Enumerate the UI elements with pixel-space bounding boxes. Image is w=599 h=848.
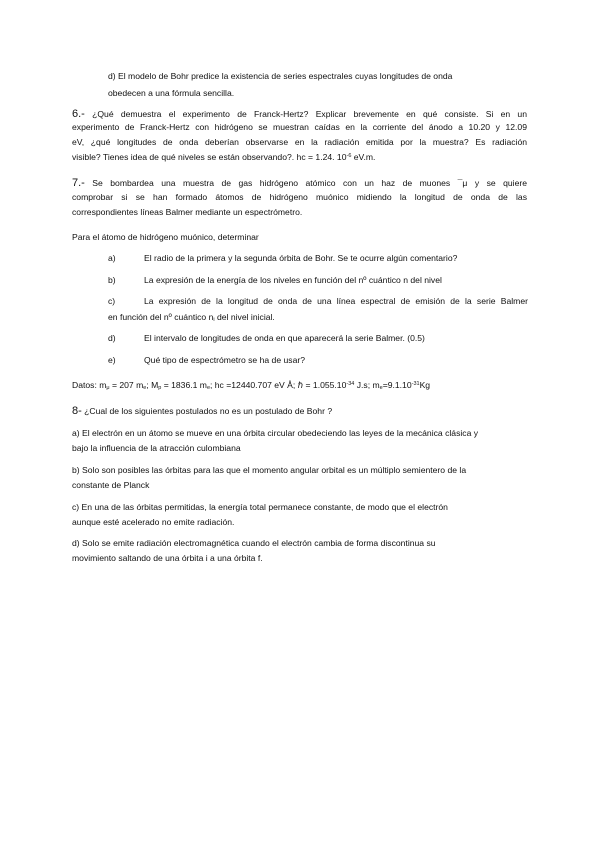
question-6-line-3: eV, ¿qué longitudes de onda deberían observarse en la radiación emitida por la muestra? Es radiación xyxy=(72,137,527,147)
question-6-line-2: experimento de Franck-Hertz con hidrógeno se muestran caídas en la corriente del ánodo a 10.20 y 12.09 xyxy=(72,122,527,132)
bohr-model-line-1: d) El modelo de Bohr predice la existencia de series espectrales cuyas longitudes de onda xyxy=(108,71,453,81)
question-8-title xyxy=(72,404,527,418)
list-item-letter: a) xyxy=(108,253,116,263)
question-6-line-1: ¿Qué demuestra el experimento de Franck-Hertz? Explicar brevemente en qué consiste. Si en un xyxy=(92,109,527,119)
question-8-number: 8- xyxy=(72,405,82,417)
list-item-letter: c) xyxy=(108,296,116,306)
question-7-intro: Para el átomo de hidrógeno muónico, determinar xyxy=(72,232,259,242)
list-item-text-line-2: en función del nº cuántico $n_i$ del nivel inicial. xyxy=(108,312,275,323)
list-item-text: La expresión de la energía de los niveles en función del nº cuántico n del nivel xyxy=(144,275,442,285)
list-item-text: Qué tipo de espectrómetro se ha de usar? xyxy=(144,355,305,365)
bohr-model-line-2: obedecen a una fórmula sencilla. xyxy=(108,88,235,98)
option-a: a) El electrón en un átomo se mueve en una órbita circular obedeciendo las leyes de la mecánica clásica y bajo la influencia de la atracción culombiana xyxy=(72,428,479,453)
list-item-text: El intervalo de longitudes de onda en que aparecerá la serie Balmer. (0.5) xyxy=(144,333,425,343)
list-item xyxy=(108,296,528,328)
option-d: d) Solo se emite radiación electromagnética cuando el electrón cambia de forma discontinua su movimiento saltando de una órbita i a una órbita f. xyxy=(72,538,436,563)
question-7-line-1: Se bombardea una muestra de gas hidrógeno atómico con un haz de muones ¯μ y se quiere xyxy=(92,178,527,188)
list-item-text: La expresión de la longitud de onda de una línea espectral de emisión de la serie Balmer xyxy=(144,296,528,306)
question-7-line-2: comprobar si se han formado átomos de hidrógeno muónico midiendo la longitud de onda de las xyxy=(72,192,527,202)
question-6 xyxy=(72,107,527,163)
question-6-line-4: visible? Tienes idea de qué niveles se están observando?. hc = 1.24. $10^{-6}$ eV.m. xyxy=(72,152,376,162)
question-6-number: 6.- xyxy=(72,108,85,120)
question-7-line-3: correspondientes líneas Balmer mediante un espectrómetro. xyxy=(72,207,303,217)
option-c: c) En una de las órbitas permitidas, la energía total permanece constante, de modo que el electrón aunque esté acelerado no emite radiación. xyxy=(72,502,448,527)
question-7 xyxy=(72,176,527,218)
question-7-number: 7.- xyxy=(72,177,85,189)
question-8-text: ¿Cual de los siguientes postulados no es un postulado de Bohr ? xyxy=(81,406,333,416)
list-item-letter: b) xyxy=(108,275,116,285)
list-item-letter: e) xyxy=(108,355,116,365)
list-item-letter: d) xyxy=(108,333,116,343)
option-b: b) Solo son posibles las órbitas para las que el momento angular orbital es un múltiplo semientero de la constante de Planck xyxy=(72,465,467,490)
list-item-text: El radio de la primera y la segunda órbita de Bohr. Se te ocurre algún comentario? xyxy=(144,253,458,263)
data-constants-line: Datos: $m_\mu = 207$ $m_e$; $M_p = 1836.1$ $m_e$; hc =12440.707 eV Å; ℏ = $1.055.10^{-34}$ J.s; $m_e=9.1.10^{-31}Kg$ xyxy=(72,380,431,391)
bohr-model-item xyxy=(108,71,528,99)
